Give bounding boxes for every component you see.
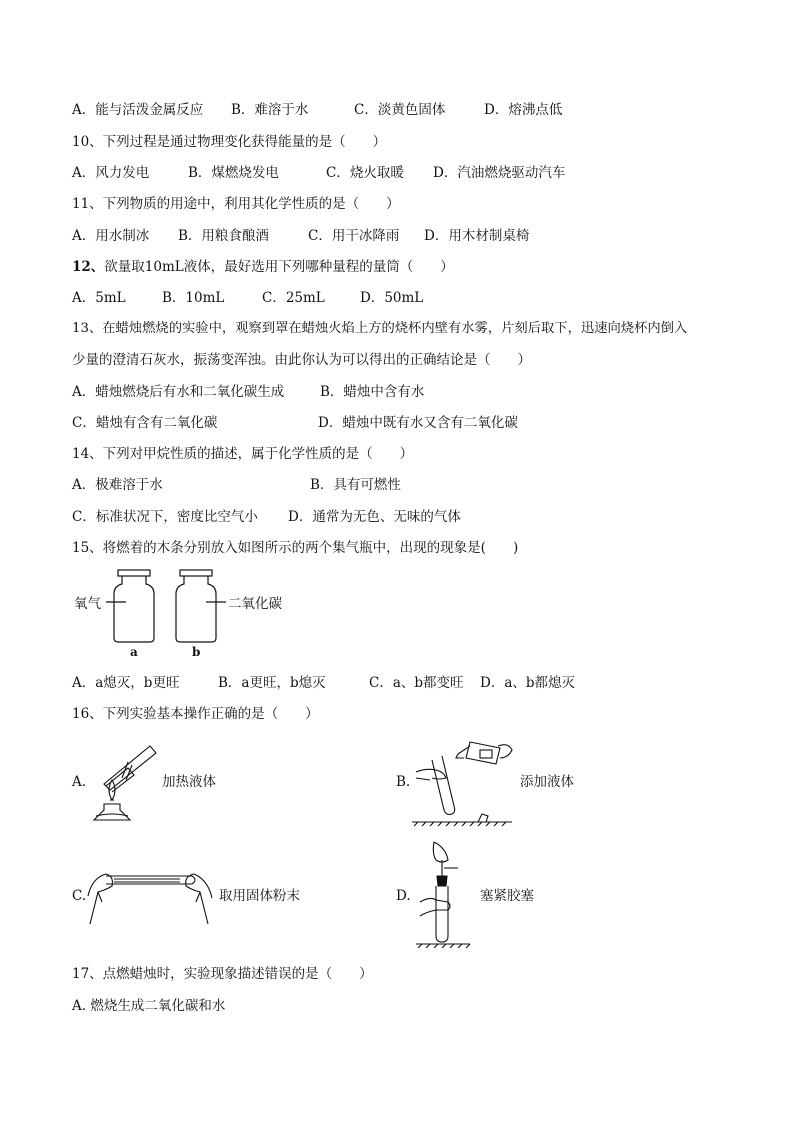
q16-option-a-letter: A.	[72, 774, 87, 790]
q13-option-c: C．蜡烛有含有二氧化碳	[72, 415, 218, 431]
q9-option-d: D．熔沸点低	[484, 102, 563, 118]
q9-option-a: A．能与活泼金属反应	[72, 102, 204, 118]
inserting-stopper-illustration	[412, 840, 476, 950]
question-17: 17、点燃蜡烛时，实验现象描述错误的是（ ）	[72, 966, 373, 982]
q13-option-b: B．蜡烛中含有水	[320, 384, 425, 400]
adding-liquid-illustration	[408, 736, 518, 828]
q10-option-a: A．风力发电	[72, 165, 150, 181]
q15-option-c: C．a、b都变旺	[369, 675, 464, 691]
q14-option-d: D．通常为无色、无味的气体	[288, 509, 461, 525]
bottle-a-letter: a	[130, 645, 138, 659]
bottle-b-letter: b	[192, 645, 201, 659]
heating-liquid-illustration	[82, 738, 162, 826]
q11-option-c: C．用干冰降雨	[308, 228, 400, 244]
q16-option-a-text: 加热液体	[162, 774, 216, 790]
q14-option-a: A．极难溶于水	[72, 477, 163, 493]
question-10: 10、下列过程是通过物理变化获得能量的是（ ）	[72, 134, 387, 150]
question-12-text: 欲量取10mL液体，最好选用下列哪种量程的量筒（ ）	[104, 259, 454, 275]
question-14: 14、下列对甲烷性质的描述，属于化学性质的是（ ）	[72, 446, 414, 462]
question-11: 11、下列物质的用途中，利用其化学性质的是（ ）	[72, 196, 400, 212]
bottle-a-gas-label: 氧气	[74, 596, 101, 612]
q17-option-a: A. 燃烧生成二氧化碳和水	[72, 998, 226, 1014]
q16-option-b-text: 添加液体	[520, 774, 574, 790]
q10-option-c: C．烧火取暖	[326, 165, 404, 181]
q12-option-c: C．25mL	[262, 290, 325, 306]
question-13-line-2: 少量的澄清石灰水，振荡变浑浊。由此你认为可以得出的正确结论是（ ）	[72, 352, 531, 368]
q13-option-a: A．蜡烛燃烧后有水和二氧化碳生成	[72, 384, 285, 400]
question-13-line-1: 13、在蜡烛燃烧的实验中，观察到罩在蜡烛火焰上方的烧杯内壁有水雾，片刻后取下，迅速向烧杯内倒入	[72, 321, 688, 336]
q15-option-d: D．a、b都熄灭	[480, 675, 576, 691]
taking-powder-illustration	[84, 858, 216, 928]
q16-option-b-letter: B.	[396, 774, 411, 790]
question-15: 15、将燃着的木条分别放入如图所示的两个集气瓶中，出现的现象是( )	[72, 540, 519, 556]
gas-bottles-figure	[70, 568, 310, 660]
q10-option-b: B．煤燃烧发电	[188, 165, 279, 181]
q15-option-a: A．a熄灭，b更旺	[72, 675, 180, 691]
q16-option-c-letter: C.	[72, 888, 87, 904]
q10-option-d: D．汽油燃烧驱动汽车	[433, 165, 566, 181]
q12-option-a: A．5mL	[72, 290, 126, 306]
gas-bottle-b	[176, 570, 226, 642]
gas-bottle-a	[106, 570, 154, 642]
q13-option-d: D．蜡烛中既有水又含有二氧化碳	[318, 415, 518, 431]
q11-option-d: D．用木材制桌椅	[424, 228, 530, 244]
question-12-number: 12、	[72, 259, 105, 275]
q16-option-d-text: 塞紧胶塞	[480, 888, 534, 904]
q15-option-b: B．a更旺，b熄灭	[218, 675, 326, 691]
q16-option-d-letter: D.	[396, 888, 411, 904]
q9-option-c: C．淡黄色固体	[354, 102, 446, 118]
q12-option-b: B．10mL	[162, 290, 225, 306]
q14-option-c: C．标准状况下，密度比空气小	[72, 509, 258, 525]
question-12	[72, 258, 454, 276]
q11-option-a: A．用水制冰	[72, 228, 150, 244]
q9-option-b: B．难溶于水	[231, 102, 309, 118]
question-16: 16、下列实验基本操作正确的是（ ）	[72, 706, 319, 722]
bottle-b-gas-label: 二氧化碳	[228, 596, 282, 612]
q14-option-b: B．具有可燃性	[310, 477, 401, 493]
q16-option-c-text: 取用固体粉末	[219, 888, 300, 904]
q11-option-b: B．用粮食酿酒	[178, 228, 269, 244]
q12-option-d: D．50mL	[360, 290, 424, 306]
